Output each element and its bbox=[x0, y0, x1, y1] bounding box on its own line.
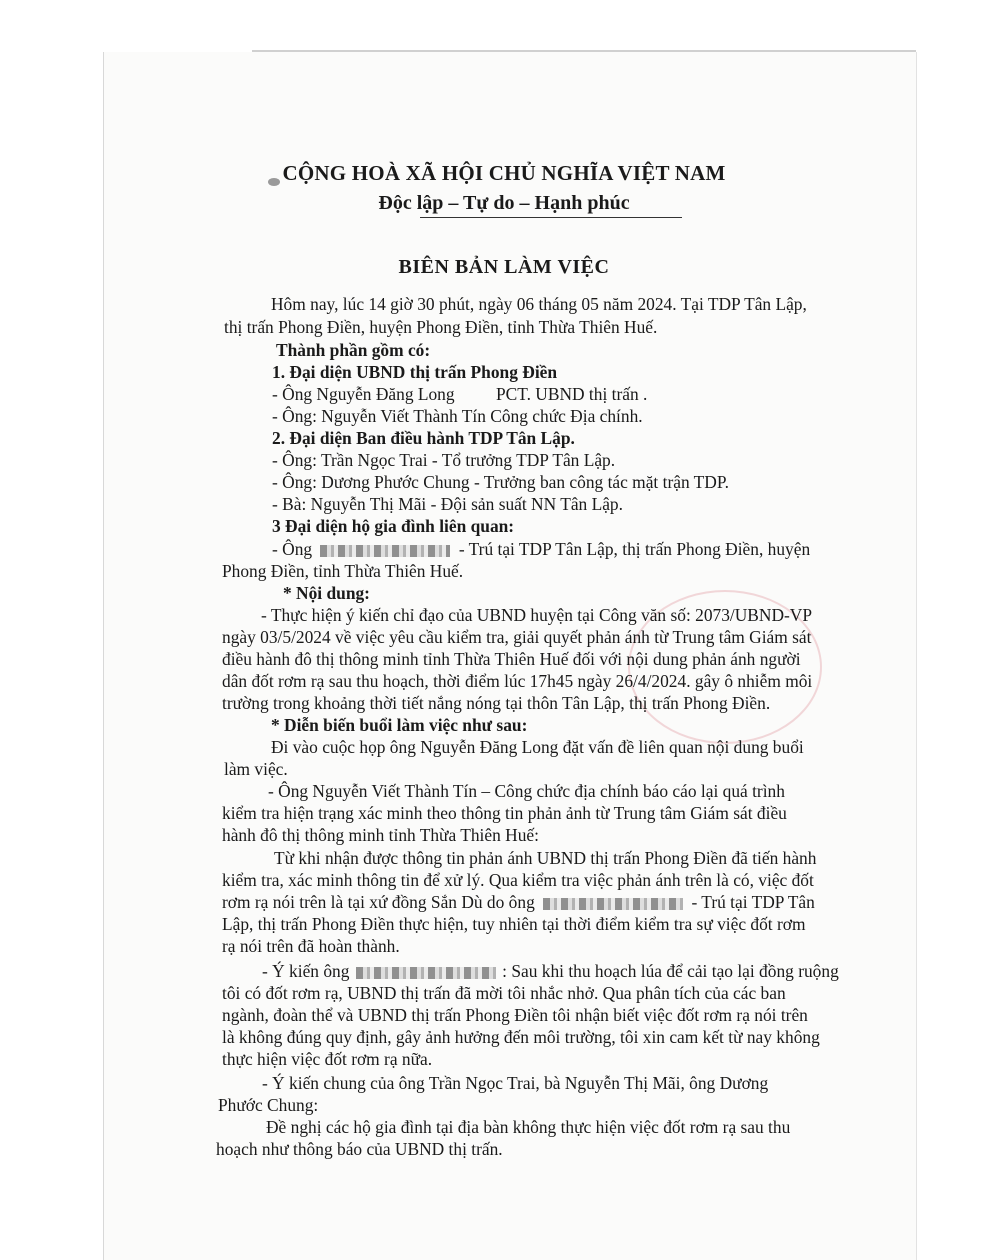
proceedings-line-4: kiểm tra hiện trạng xác minh theo thông tin phản ảnh từ Trung tâm Giám sát điều bbox=[222, 803, 787, 823]
content-line-1: - Thực hiện ý kiến chỉ đạo của UBND huyện tại Công văn số: 2073/UBND-VP bbox=[261, 605, 813, 625]
content-line-5: trường trong khoảng thời tiết nắng nóng tại thôn Tân Lập, thị trấn Phong Điền. bbox=[222, 693, 771, 713]
proceedings-heading: * Diễn biến buổi làm việc như sau: bbox=[271, 715, 528, 735]
member-2: - Ông: Nguyễn Viết Thành Tín Công chức Địa chính. bbox=[272, 406, 643, 426]
section-2-line-3: - Bà: Nguyễn Thị Mãi - Đội sản suất NN Tân Lập. bbox=[272, 494, 623, 514]
member-1-name: - Ông Nguyễn Đăng Long bbox=[272, 384, 455, 404]
proceedings-line-8 bbox=[222, 892, 815, 913]
section-2-heading: 2. Đại diện Ban điều hành TDP Tân Lập. bbox=[272, 428, 575, 448]
proceedings-line-9: Lập, thị trấn Phong Điền thực hiện, tuy nhiên tại thời điểm kiểm tra sự việc đốt rơm bbox=[222, 914, 806, 934]
opinion-2-line-2: Phước Chung: bbox=[218, 1095, 319, 1115]
proceedings-line-6: Từ khi nhận được thông tin phản ánh UBND thị trấn Phong Điền đã tiến hành bbox=[274, 848, 817, 868]
opinion-1-line-1 bbox=[262, 961, 839, 982]
section-3-line-1 bbox=[272, 539, 810, 560]
opinion-1-line-4: là không đúng quy định, gây ảnh hưởng đến môi trường, tôi xin cam kết từ nay không bbox=[222, 1027, 820, 1047]
proceedings-line-1: Đi vào cuộc họp ông Nguyễn Đăng Long đặt vấn đề liên quan nội dung buổi bbox=[271, 737, 804, 757]
opinion-1-line-3: ngành, đoàn thể và UBND thị trấn Phong Điền tôi nhận biết việc đốt rơm rạ nói trên bbox=[222, 1005, 808, 1025]
document-title: BIÊN BẢN LÀM VIỆC bbox=[398, 256, 610, 278]
content-heading: * Nội dung: bbox=[283, 583, 370, 603]
redacted-name bbox=[356, 967, 496, 979]
intro-line-1: Hôm nay, lúc 14 giờ 30 phút, ngày 06 tháng 05 năm 2024. Tại TDP Tân Lập, bbox=[271, 294, 807, 314]
section-3-heading: 3 Đại diện hộ gia đình liên quan: bbox=[272, 516, 515, 536]
section-2-line-1: - Ông: Trần Ngọc Trai - Tổ trưởng TDP Tân Lập. bbox=[272, 450, 616, 470]
content-line-2: ngày 03/5/2024 về việc yêu cầu kiểm tra, giải quyết phản ánh từ Trung tâm Giám sát bbox=[222, 627, 812, 647]
section-3-line-2: Phong Điền, tỉnh Thừa Thiên Huế. bbox=[222, 561, 464, 581]
proceedings-line-5: hành đô thị thông minh tỉnh Thừa Thiên Huế: bbox=[222, 825, 539, 845]
motto-underline bbox=[420, 217, 682, 218]
intro-line-2: thị trấn Phong Điền, huyện Phong Điền, tỉnh Thừa Thiên Huế. bbox=[224, 317, 658, 337]
motto: Độc lập – Tự do – Hạnh phúc bbox=[378, 192, 630, 214]
proceedings-line-3: - Ông Nguyễn Viết Thành Tín – Công chức địa chính báo cáo lại quá trình bbox=[268, 781, 785, 801]
member-1-role: PCT. UBND thị trấn . bbox=[496, 384, 648, 404]
proceedings-line-7: kiểm tra, xác minh thông tin để xử lý. Qua kiểm tra việc phản ánh trên là có, việc đốt bbox=[222, 870, 814, 890]
opinion-2-line-3: Đề nghị các hộ gia đình tại địa bàn không thực hiện việc đốt rơm rạ sau thu bbox=[266, 1117, 791, 1137]
opinion-2-line-4: hoạch như thông báo của UBND thị trấn. bbox=[216, 1139, 503, 1159]
nation-header: CỘNG HOÀ XÃ HỘI CHỦ NGHĨA VIỆT NAM bbox=[282, 161, 726, 185]
proceedings-line-10: rạ nói trên đã hoàn thành. bbox=[222, 936, 400, 956]
proceedings-line-8-suffix: - Trú tại TDP Tân bbox=[691, 892, 815, 912]
opinion-1-line-5: thực hiện việc đốt rơm rạ nữa. bbox=[222, 1049, 433, 1069]
section-1-heading: 1. Đại diện UBND thị trấn Phong Điền bbox=[272, 362, 558, 382]
opinion-2-line-1: - Ý kiến chung của ông Trần Ngọc Trai, bà Nguyễn Thị Mãi, ông Dương bbox=[262, 1073, 769, 1093]
opinion-1-line-2: tôi có đốt rơm rạ, UBND thị trấn đã mời tôi nhắc nhở. Qua phân tích của các ban bbox=[222, 983, 786, 1003]
members-heading: Thành phần gồm có: bbox=[276, 340, 431, 360]
section-2-line-2: - Ông: Dương Phước Chung - Trưởng ban công tác mặt trận TDP. bbox=[272, 472, 729, 492]
section-3-prefix: - Ông bbox=[272, 539, 313, 559]
proceedings-line-2: làm việc. bbox=[224, 759, 288, 779]
redacted-name bbox=[543, 898, 683, 910]
content-line-3: điều hành đô thị thông minh tỉnh Thừa Thiên Huế đối với nội dung phản ánh người bbox=[222, 649, 801, 669]
opinion-1-suffix: : Sau khi thu hoạch lúa để cải tạo lại đồng ruộng bbox=[502, 961, 839, 981]
proceedings-line-8-prefix: rơm rạ nói trên là tại xứ đồng Sắn Dù do ông bbox=[222, 892, 535, 912]
redacted-name bbox=[320, 545, 450, 557]
opinion-1-prefix: - Ý kiến ông bbox=[262, 961, 350, 981]
content-line-4: dân đốt rơm rạ sau thu hoạch, thời điểm lúc 17h45 ngày 26/4/2024. gây ô nhiễm môi bbox=[222, 671, 813, 691]
section-3-suffix: - Trú tại TDP Tân Lập, thị trấn Phong Điền, huyện bbox=[458, 539, 811, 559]
